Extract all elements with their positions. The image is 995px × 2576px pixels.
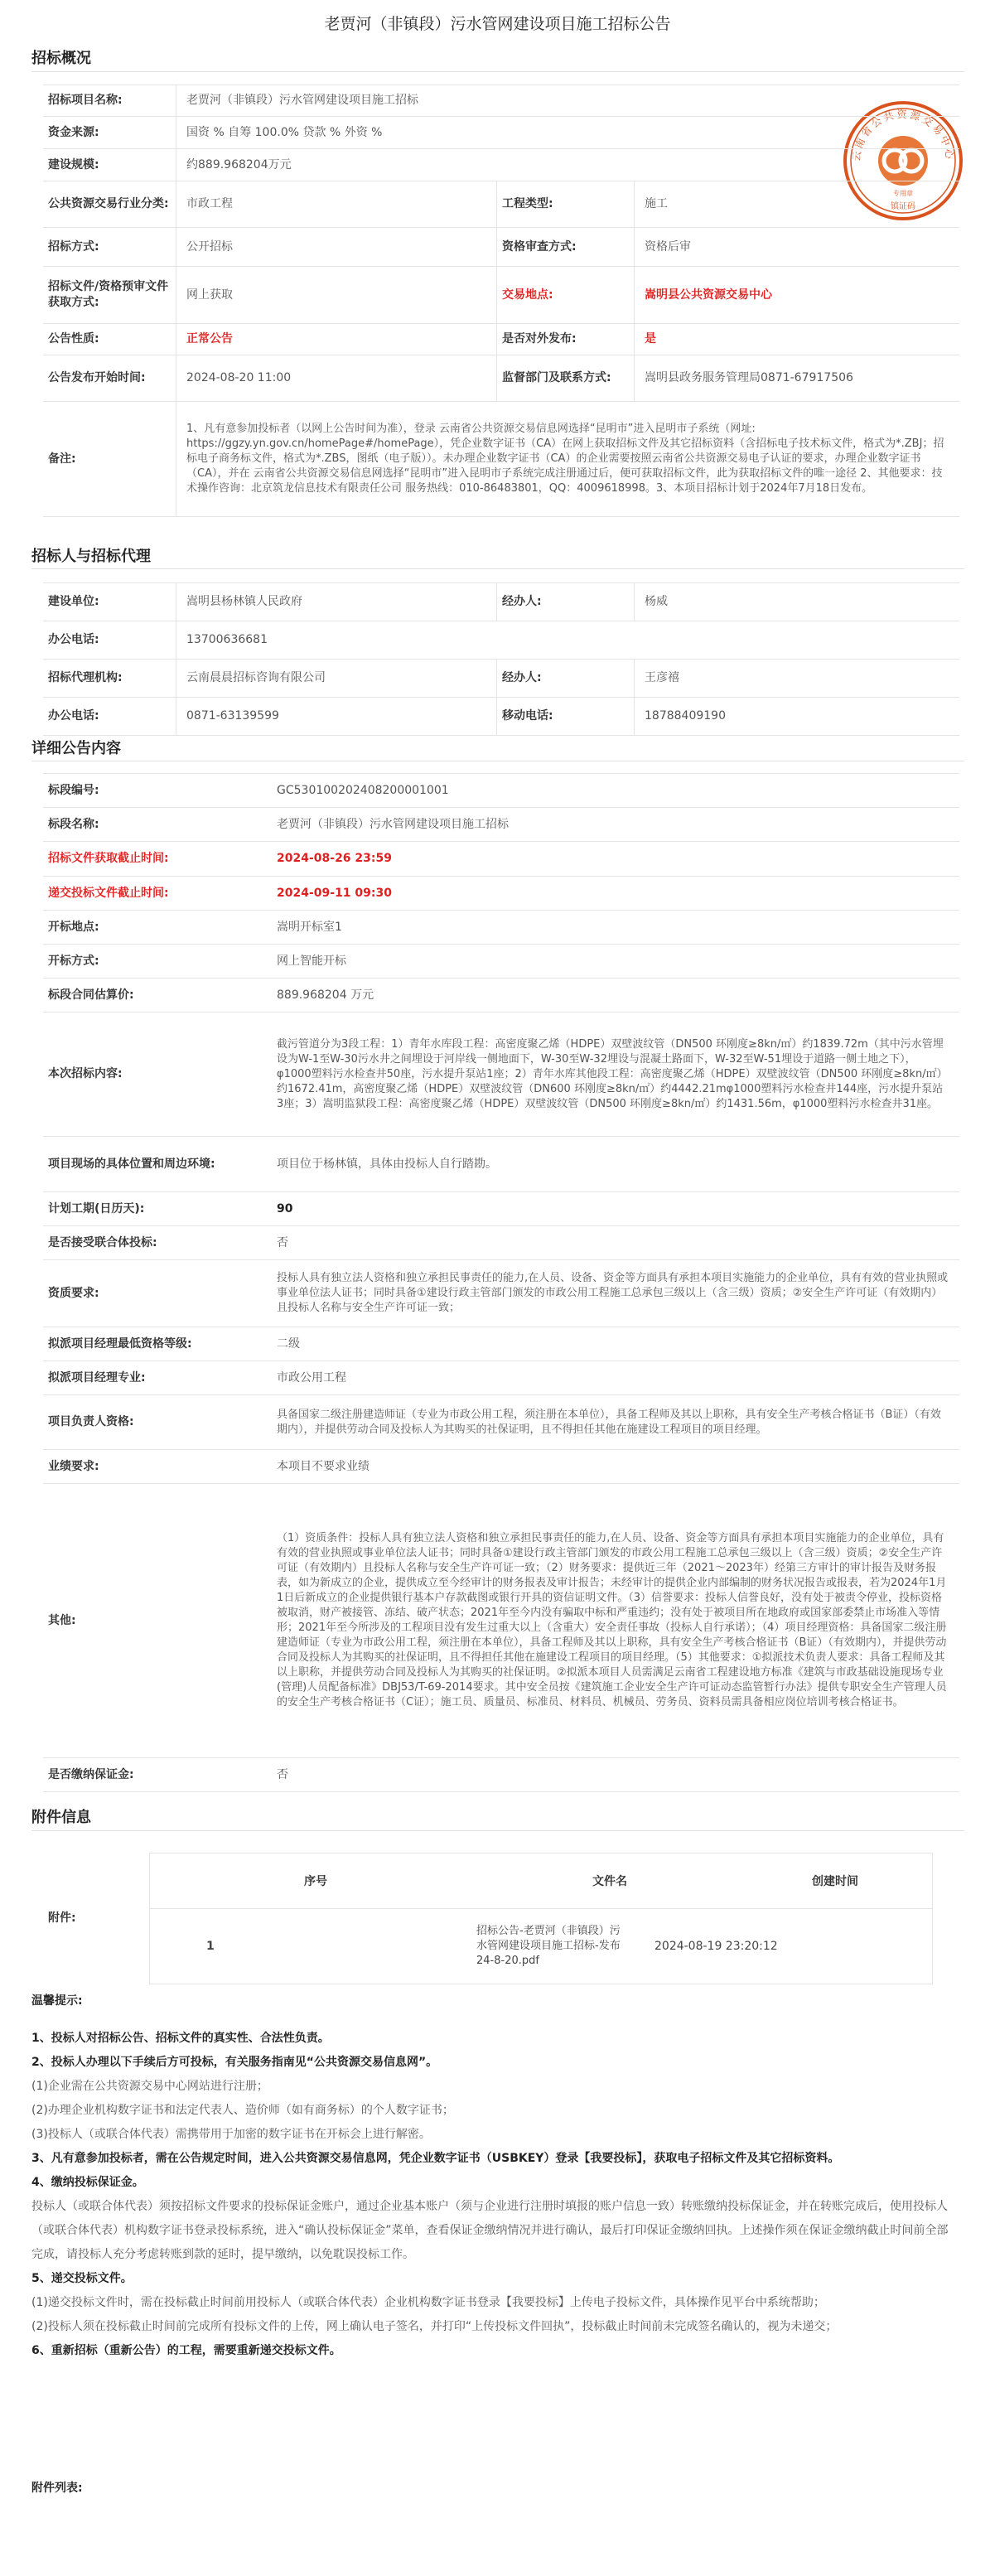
field-value: 公开招标 bbox=[176, 228, 496, 266]
table-row bbox=[43, 1450, 959, 1484]
field-value: （1）资质条件：投标人具有独立法人资格和独立承担民事责任的能力,在人员、设备、资金等方面具有承担本项目实施能力的企业单位，具有有效的营业执照或事业单位法人证书；同时具备①建设行政主管部门颁发的市政公用工程施工总承包三级以上（含三级）资质；②安全生产许可证（有效期内）且投标人名称与安全生产许可证一致；（2）财务要求：提供近三年（2021～2023年）经第三方审计的审计报告及财务报表，如为新成立的企业，提供成立至今经审计的财务报表及审计报告；未经审计的提供企业内部编制的财务状况报告或报表，若为2024年1月1日后新成立的企业提供银行基本户存款截图或银行开具的资信证明文件。（3）信誉要求：投标人信誉良好，没有处于被责令停业，投标资格被取消，财产被接管、冻结、破产状态；2021年至今内没有骗取中标和严重违约；没有处于被项目所在地政府或国家部委禁止市场准入等情形；2021年至今所涉及的工程项目没有发生过重大以上（含重大）安全责任事故（投标人自行承诺）；（4）项目经理资格：具备国家二级注册建造师证（专业为市政公用工程，须注册在本单位），具备工程师及其以上职称，具有安全生产考核合格证书（B证）（有效期内），并提供劳动合同及投标人为其购买的社保证明，且不得担任其他在施建设工程项目的项目经理。（5）其他要求：①拟派技术负责人要求：具备工程师及其以上职称，并提供劳动合同及投标人为其购买的社保证明。②拟派本项目人员需满足云南省工程建设地方标准《建筑与市政基础设施现场专业(管理)人员配备标准》DBJ53/T-69-2014要求。其中安全员按《建筑施工企业安全生产许可证动态监管暂行办法》提供专职安全生产管理人员的安全生产考核合格证书（C证）；施工员、质量员、标准员、材料员、机械员、劳务员、资料员需具备相应岗位培训考核合格证书。 bbox=[277, 1532, 947, 1708]
table-row bbox=[43, 1137, 959, 1192]
tip-item: 2、投标人办理以下手续后方可投标，有关服务指南见“公共资源交易信息网”。 bbox=[31, 2056, 438, 2069]
table-row bbox=[43, 945, 959, 979]
field-label: 备注: bbox=[48, 452, 76, 466]
field-label: 办公电话: bbox=[48, 709, 99, 723]
field-value: 0871-63139599 bbox=[176, 698, 496, 735]
field-value: 否 bbox=[277, 1767, 288, 1781]
field-value: 国资 % 自筹 100.0% 贷款 % 外资 % bbox=[176, 117, 959, 148]
field-label: 标段名称: bbox=[48, 817, 99, 831]
field-value: 嵩明县杨林镇人民政府 bbox=[176, 583, 496, 621]
field-value: 2024-08-26 23:59 bbox=[277, 852, 392, 866]
table-row bbox=[43, 582, 959, 621]
field-label: 办公电话: bbox=[48, 633, 99, 647]
attachment-table-header bbox=[150, 1853, 932, 1909]
field-value: 嵩明开标室1 bbox=[277, 920, 342, 934]
field-label: 开标方式: bbox=[48, 954, 99, 968]
table-row bbox=[43, 1361, 959, 1395]
column-header: 创建时间 bbox=[812, 1875, 858, 1888]
field-value: 王彦禧 bbox=[634, 660, 959, 697]
field-label: 是否接受联合体投标: bbox=[48, 1235, 157, 1249]
field-value: 2024-09-11 09:30 bbox=[277, 886, 392, 900]
field-value: 资格后审 bbox=[634, 228, 959, 266]
table-row bbox=[43, 660, 959, 698]
field-label: 经办人: bbox=[496, 660, 634, 697]
field-label: 招标代理机构: bbox=[48, 671, 123, 685]
field-label: 其他: bbox=[48, 1613, 76, 1627]
table-row[interactable] bbox=[150, 1909, 932, 1984]
field-label: 经办人: bbox=[496, 583, 634, 621]
table-row bbox=[43, 911, 959, 945]
field-value: 嵩明县公共资源交易中心 bbox=[634, 267, 959, 323]
table-row bbox=[43, 698, 959, 736]
attachment-no: 1 bbox=[206, 1940, 215, 1953]
field-value: 具备国家二级注册建造师证（专业为市政公用工程，须注册在本单位），具备工程师及其以上职称，具有安全生产考核合格证书（B证）（有效期内），并提供劳动合同及投标人为其购买的社保证明，且不得担任其他在施建设工程项目的项目经理。 bbox=[277, 1408, 941, 1436]
svg-text:云南省公共资源交易中心: 云南省公共资源交易中心 bbox=[850, 109, 956, 162]
overview-table bbox=[43, 85, 959, 517]
field-value: 18788409190 bbox=[634, 698, 959, 735]
field-label: 工程类型: bbox=[496, 181, 634, 227]
attachment-table bbox=[149, 1853, 933, 1984]
tip-subitem: (2)办理企业机构数字证书和法定代表人、造价师（如有商务标）的个人数字证书； bbox=[31, 2104, 454, 2117]
field-value: 施工 bbox=[634, 181, 959, 227]
field-value: 否 bbox=[277, 1235, 288, 1249]
parties-table bbox=[43, 582, 959, 736]
tip-item: 1、投标人对招标公告、招标文件的真实性、合法性负责。 bbox=[31, 2032, 330, 2045]
field-label: 拟派项目经理专业: bbox=[48, 1370, 146, 1385]
field-value: 正常公告 bbox=[176, 324, 496, 355]
table-row bbox=[43, 117, 959, 149]
field-label: 公告发布开始时间: bbox=[48, 371, 146, 385]
attachment-file-link[interactable]: 招标公告-老贾河（非镇段）污水管网建设项目施工招标-发布24-8-20.pdf bbox=[476, 1925, 621, 1967]
field-label: 招标文件获取截止时间: bbox=[48, 852, 169, 866]
field-label: 本次招标内容: bbox=[48, 1067, 123, 1081]
field-value: 二级 bbox=[277, 1336, 300, 1351]
tip-subitem: (1)企业需在公共资源交易中心网站进行注册； bbox=[31, 2080, 268, 2093]
field-value: 投标人具有独立法人资格和独立承担民事责任的能力,在人员、设备、资金等方面具有承担本项目实施能力的企业单位，具有有效的营业执照或事业单位法人证书；同时具备①建设行政主管部门颁发的市政公用工程施工总承包三级以上（含三级）资质；②安全生产许可证（有效期内）且投标人名称与安全生产许可证一致； bbox=[277, 1272, 949, 1314]
section-heading-parties: 招标人与招标代理 bbox=[31, 548, 151, 565]
table-row bbox=[43, 1013, 959, 1137]
table-row bbox=[43, 267, 959, 324]
field-value: 老贾河（非镇段）污水管网建设项目施工招标 bbox=[176, 85, 959, 116]
tip-subitem: (2)投标人须在投标截止时间前完成所有投标文件的上传，网上确认电子签名，并打印“上传投标文件回执”，投标截止时间前未完成签名确认的，视为未递交； bbox=[31, 2320, 838, 2333]
field-label: 是否对外发布: bbox=[496, 324, 634, 355]
section-heading-detail: 详细公告内容 bbox=[31, 740, 121, 757]
field-label: 是否缴纳保证金: bbox=[48, 1767, 134, 1781]
field-label: 建设单位: bbox=[48, 595, 99, 609]
attachment-time: 2024-08-19 23:20:12 bbox=[654, 1940, 778, 1953]
section-heading-overview: 招标概况 bbox=[31, 50, 91, 67]
table-row bbox=[43, 85, 959, 117]
field-value: 截污管道分为3段工程：1）青年水库段工程：高密度聚乙烯（HDPE）双壁波纹管（DN500 环刚度≥8kn/㎡）约1839.72m（其中污水管埋设为W-1至W-30污水井之间埋设于河岸线一侧地面下，W-30至W-32埋设与混凝土路面下，W-32至W-51埋设于道路一侧土地之下），φ1000塑料污水检查井50座，污水提升泵站1座；2）青年水库其他段工程：高密度聚乙烯（HDPE）双壁波纹管（DN500 环刚度≥8kn/㎡）约1672.41m，高密度聚乙烯（HDPE）双壁波纹管（DN600 环刚度≥8kn/㎡）约4442.21mφ1000塑料污水检查井144座，污水提升泵站3座；3）嵩明监狱段工程：高密度聚乙烯（HDPE）双壁波纹管（DN500 环刚度≥8kn/㎡）约1431.56m，φ1000塑料污水检查井31座。 bbox=[277, 1037, 948, 1110]
field-value: 云南晨晨招标咨询有限公司 bbox=[176, 660, 496, 697]
divider bbox=[31, 568, 964, 569]
tip-item: 3、凡有意参加投标者，需在公告规定时间，进入公共资源交易信息网，凭企业数字证书（USBKEY）登录【我要投标】，获取电子招标文件及其它招标资料。 bbox=[31, 2152, 840, 2165]
table-row bbox=[43, 1327, 959, 1361]
column-header: 序号 bbox=[304, 1875, 327, 1888]
field-value: 2024-08-20 11:00 bbox=[176, 355, 496, 401]
table-row bbox=[43, 1260, 959, 1327]
table-row bbox=[43, 149, 959, 181]
field-label: 招标方式: bbox=[48, 239, 99, 254]
divider bbox=[31, 1830, 964, 1831]
table-row bbox=[43, 181, 959, 228]
field-value: 是 bbox=[634, 324, 959, 355]
field-label: 标段编号: bbox=[48, 783, 99, 797]
table-row bbox=[43, 1226, 959, 1260]
divider bbox=[31, 71, 964, 72]
table-row bbox=[43, 324, 959, 355]
svg-text:镇证码: 镇证码 bbox=[891, 202, 915, 211]
field-value: 嵩明县政务服务管理局0871-67917506 bbox=[634, 355, 959, 401]
field-label: 公告性质: bbox=[48, 332, 99, 346]
field-label: 递交投标文件截止时间: bbox=[48, 886, 169, 900]
field-label: 交易地点: bbox=[496, 267, 634, 323]
field-label: 项目现场的具体位置和周边环境: bbox=[48, 1157, 215, 1171]
field-label: 项目负责人资格: bbox=[48, 1415, 134, 1429]
attachment-list-label: 附件列表: bbox=[31, 2482, 83, 2495]
table-row bbox=[43, 1192, 959, 1226]
table-row bbox=[43, 877, 959, 911]
tip-item: 4、缴纳投标保证金。 bbox=[31, 2176, 144, 2189]
field-value: 90 bbox=[277, 1201, 293, 1216]
field-value: 杨威 bbox=[634, 583, 959, 621]
table-row bbox=[43, 808, 959, 842]
field-label: 开标地点: bbox=[48, 920, 99, 934]
detail-table bbox=[43, 773, 959, 1792]
table-row bbox=[43, 1758, 959, 1792]
table-row bbox=[43, 621, 959, 660]
attachment-label: 附件: bbox=[48, 1911, 76, 1925]
field-value: 约889.968204万元 bbox=[176, 149, 959, 181]
page-title: 老贾河（非镇段）污水管网建设项目施工招标公告 bbox=[324, 15, 671, 33]
table-row bbox=[43, 979, 959, 1013]
field-label: 业绩要求: bbox=[48, 1459, 99, 1473]
table-row bbox=[43, 1484, 959, 1758]
field-value: 市政公用工程 bbox=[277, 1370, 346, 1385]
field-label: 拟派项目经理最低资格等级: bbox=[48, 1336, 192, 1351]
table-row bbox=[43, 1395, 959, 1450]
column-header: 文件名 bbox=[592, 1875, 627, 1888]
field-label: 资质要求: bbox=[48, 1286, 99, 1300]
table-row bbox=[43, 402, 959, 517]
field-label: 公共资源交易行业分类: bbox=[48, 197, 169, 211]
table-row bbox=[43, 355, 959, 402]
tip-subitem: (1)递交投标文件时，需在投标截止时间前用投标人（或联合体代表）企业机构数字证书登录【我要投标】上传电子投标文件，具体操作见平台中系统帮助； bbox=[31, 2296, 825, 2309]
field-value: 老贾河（非镇段）污水管网建设项目施工招标 bbox=[277, 817, 509, 831]
field-label: 移动电话: bbox=[496, 698, 634, 735]
field-value: 市政工程 bbox=[176, 181, 496, 227]
tip-item: 6、重新招标（重新公告）的工程，需要重新递交投标文件。 bbox=[31, 2344, 341, 2357]
field-label: 资金来源: bbox=[48, 125, 99, 139]
svg-text:专用章: 专用章 bbox=[893, 190, 913, 197]
field-value: GC530100202408200001001 bbox=[277, 783, 449, 797]
tip-item: 5、递交投标文件。 bbox=[31, 2272, 133, 2285]
field-label: 监督部门及联系方式: bbox=[496, 355, 634, 401]
field-value: 项目位于杨林镇，具体由投标人自行踏勘。 bbox=[277, 1157, 497, 1171]
field-value: 13700636681 bbox=[176, 621, 959, 659]
field-label: 资格审查方式: bbox=[496, 228, 634, 266]
tip-subitem: (3)投标人（或联合体代表）需携带用于加密的数字证书在开标会上进行解密。 bbox=[31, 2128, 431, 2141]
tip-subitem: 投标人（或联合体代表）须按招标文件要求的投标保证金账户，通过企业基本账户（须与企业进行注册时填报的账户信息一致）转账缴纳投标保证金，并在转账完成后，使用投标人（或联合体代表）机构数字证书登录投标系统，进入“确认投标保证金”菜单，查看保证金缴纳情况并进行确认，最后打印保证金缴纳回执。上述操作须在保证金缴纳截止时间前全部完成，请投标人充分考虑转账到款的延时，提早缴纳，以免耽误投标工作。 bbox=[31, 2200, 949, 2261]
field-label: 招标项目名称: bbox=[48, 94, 123, 108]
tips-heading: 温馨提示: bbox=[31, 1994, 83, 2008]
field-label: 建设规模: bbox=[48, 157, 99, 172]
field-value: 889.968204 万元 bbox=[277, 988, 374, 1002]
field-label: 计划工期(日历天): bbox=[48, 1201, 145, 1216]
table-row bbox=[43, 842, 959, 877]
field-value: 网上智能开标 bbox=[277, 954, 346, 968]
field-label: 招标文件/资格预审文件获取方式: bbox=[48, 280, 169, 309]
field-label: 标段合同估算价: bbox=[48, 988, 134, 1002]
table-row bbox=[43, 773, 959, 808]
field-value: 网上获取 bbox=[176, 267, 496, 323]
tips-block bbox=[31, 1989, 955, 2363]
field-value: 本项目不要求业绩 bbox=[277, 1459, 370, 1473]
section-heading-attachments: 附件信息 bbox=[31, 1809, 91, 1826]
table-row bbox=[43, 228, 959, 267]
field-value: 1、凡有意参加投标者（以网上公告时间为准），登录 云南省公共资源交易信息网选择“昆明市”进入昆明市子系统（网址: https://ggzy.yn.gov.cn/homePage#/homePage），凭企业数字证书（CA）在网上获取招标文件及其它招标资料（含招标电子技术标文件，格式为*.ZBJ；招标电子商务标文件，格式为*.ZBS，图纸（电子版））。未办理企业数字证书（CA）的企业需要按照云南省公共资源交易电子认证的要求，办理企业数字证书（CA），并在 云南省公共资源交易信息网选择“昆明市”进入昆明市子系统完成注册通过后，便可获取招标文件，此为获取招标文件的唯一途径 2、其他要求：技术操作咨询：北京筑龙信息技术有限责任公司 服务热线：010-86483801，QQ：4009618998。3、本项目招标计划于2024年7月18日发布。 bbox=[176, 402, 959, 516]
